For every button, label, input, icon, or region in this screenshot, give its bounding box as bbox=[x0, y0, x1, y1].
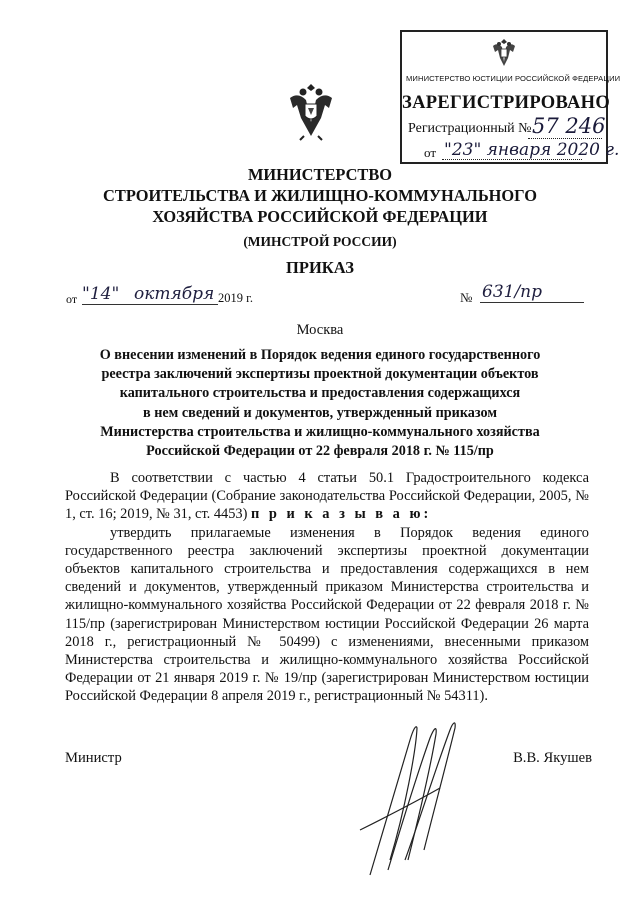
stamp-date-line bbox=[442, 159, 582, 160]
ministry-short-name: (МИНСТРОЙ РОССИИ) bbox=[243, 234, 397, 249]
ministry-title-line1: МИНИСТЕРСТВО bbox=[247, 165, 393, 184]
stamp-ministry: МИНИСТЕРСТВО ЮСТИЦИИ РОССИЙСКОЙ ФЕДЕРАЦИИ bbox=[406, 74, 621, 83]
subject-line: в нем сведений и документов, утвержденный приказом bbox=[142, 404, 497, 421]
coat-of-arms-icon bbox=[488, 36, 520, 70]
order-number-value: 631/пр bbox=[482, 282, 543, 302]
subject-line: Российской Федерации от 22 февраля 2018 г. № 115/пр bbox=[146, 443, 494, 460]
body-paragraph-1 bbox=[65, 469, 589, 524]
stamp-regnum-label: Регистрационный № bbox=[408, 121, 532, 136]
ministry-title-line3: ХОЗЯЙСТВА РОССИЙСКОЙ ФЕДЕРАЦИИ bbox=[152, 207, 488, 226]
stamp-date-prefix: от bbox=[424, 145, 437, 160]
document-type: ПРИКАЗ bbox=[286, 258, 354, 277]
stamp-status: ЗАРЕГИСТРИРОВАНО bbox=[402, 93, 611, 113]
order-number bbox=[460, 282, 585, 308]
stamp-date-value: "23" января 2020 г. bbox=[444, 140, 620, 160]
stamp-regnum-line bbox=[528, 138, 602, 139]
order-city: Москва bbox=[296, 322, 344, 338]
coat-of-arms-icon bbox=[286, 82, 336, 142]
signature-row bbox=[65, 750, 592, 767]
order-date-prefix: от bbox=[66, 292, 78, 306]
body-p1-emphasis: п р и к а з ы в а ю: bbox=[251, 506, 432, 523]
handwritten-signature bbox=[350, 710, 480, 880]
registration-stamp bbox=[400, 30, 621, 164]
subject-line: капитального строительства и предоставления содержащихся bbox=[119, 385, 521, 402]
order-subject bbox=[80, 346, 560, 461]
order-date-line bbox=[82, 304, 218, 305]
stamp-regnum-value: 57 246 bbox=[532, 114, 606, 138]
order-date bbox=[66, 284, 316, 310]
order-date-month: октября bbox=[134, 284, 215, 304]
signer-name: В.В. Якушев bbox=[513, 750, 592, 766]
order-body bbox=[65, 469, 589, 706]
ministry-title-line2: СТРОИТЕЛЬСТВА И ЖИЛИЩНО-КОММУНАЛЬНОГО bbox=[103, 186, 537, 205]
order-date-year: 2019 г. bbox=[218, 291, 253, 305]
order-number-line bbox=[480, 302, 584, 303]
subject-line: О внесении изменений в Порядок ведения единого государственного bbox=[99, 347, 541, 363]
body-p1-text: В соответствии с частью 4 статьи 50.1 Градостроительного кодекса Российской Федерации (Собрание законодательства Российской Федерации, 2005, № 1, ст. 16; 2019, № 31, ст. 4453) bbox=[65, 470, 589, 523]
subject-line: реестра заключений экспертизы проектной документации объектов bbox=[101, 366, 539, 383]
body-paragraph-2: утвердить прилагаемые изменения в Порядок ведения единого государственного реестра заключений экспертизы проектной документации объектов капитального строительства и предоставления содержащихся в нем сведений и документов, утвержденный приказом Министерства строительства и жилищно-коммунального хозяйства Российской Федерации от 22 февраля 2018 г. № 115/пр (зарегистрирован Министерством юстиции Российской Федерации 26 марта 2018 г., регистрационный № 50499) с изменениями, внесенными приказом Министерства строительства и жилищно-коммунального хозяйства Российской Федерации от 21 января 2019 г. № 19/пр (зарегистрирован Министерством юстиции Российской Федерации 8 апреля 2019 г., регистрационный № 54311). bbox=[65, 524, 589, 705]
order-number-prefix: № bbox=[460, 290, 473, 305]
order-date-day: "14" bbox=[82, 284, 120, 304]
subject-line: Министерства строительства и жилищно-коммунального хозяйства bbox=[100, 423, 540, 440]
signer-position: Министр bbox=[65, 750, 122, 766]
